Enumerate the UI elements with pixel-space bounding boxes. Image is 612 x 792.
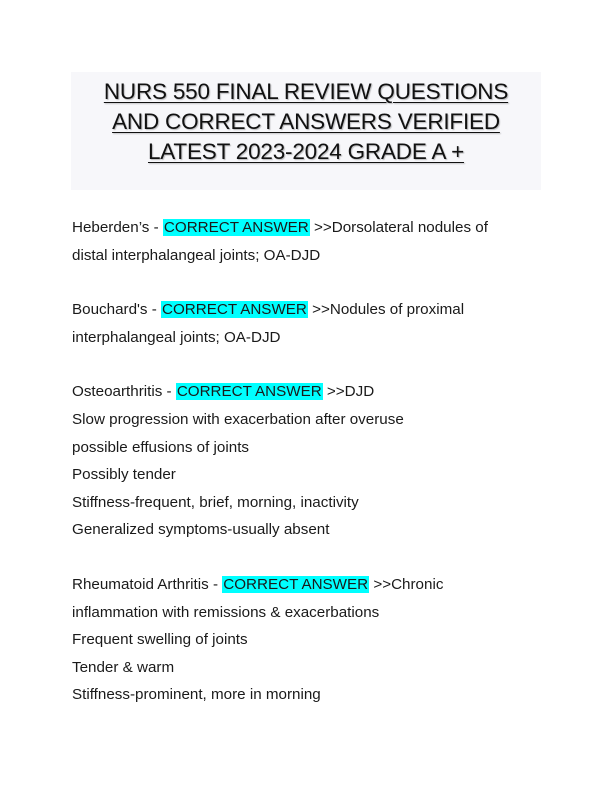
qa-answer-line: possible effusions of joints bbox=[72, 438, 250, 456]
title-box bbox=[71, 72, 541, 190]
qa-answer-line: Frequent swelling of joints bbox=[72, 631, 248, 649]
qa-entry-heberdens bbox=[72, 214, 542, 269]
qa-answer-line: Stiffness-frequent, brief, morning, inactivity bbox=[72, 493, 359, 511]
qa-entry-bouchards bbox=[72, 296, 542, 351]
qa-answer-start: >>DJD bbox=[326, 383, 375, 401]
qa-answer-line: Stiffness-prominent, more in morning bbox=[72, 686, 321, 704]
qa-term: Bouchard's - bbox=[72, 301, 162, 319]
qa-list bbox=[72, 214, 542, 736]
qa-first-line bbox=[72, 214, 542, 242]
qa-answer-line: distal interphalangeal joints; OA-DJD bbox=[72, 246, 321, 264]
qa-first-line bbox=[72, 296, 542, 324]
qa-term: Rheumatoid Arthritis - bbox=[72, 575, 223, 593]
qa-answer-line: Slow progression with exacerbation after overuse bbox=[72, 410, 404, 428]
qa-first-line bbox=[72, 378, 542, 406]
qa-answer-start: >>Dorsolateral nodules of bbox=[314, 219, 488, 236]
title-line-1: NURS 550 FINAL REVIEW QUESTIONS bbox=[103, 79, 509, 104]
qa-answer-line: inflammation with remissions & exacerbations bbox=[72, 603, 380, 621]
correct-answer-badge: CORRECT ANSWER bbox=[162, 301, 307, 319]
title-line-2: AND CORRECT ANSWERS VERIFIED bbox=[112, 109, 500, 134]
qa-term: Osteoarthritis - bbox=[72, 383, 176, 401]
qa-term: Heberden’s - bbox=[72, 219, 163, 236]
qa-answer-line: Possibly tender bbox=[72, 466, 176, 484]
correct-answer-badge: CORRECT ANSWER bbox=[163, 219, 309, 236]
qa-entry-osteoarthritis bbox=[72, 378, 542, 544]
qa-answer-start: >>Chronic bbox=[373, 575, 444, 593]
qa-answer-start: >>Nodules of proximal bbox=[312, 301, 465, 319]
title-line-3: LATEST 2023-2024 GRADE A + bbox=[147, 139, 465, 164]
qa-first-line bbox=[72, 571, 542, 599]
qa-entry-rheumatoid-arthritis bbox=[72, 571, 542, 709]
qa-answer-line: interphalangeal joints; OA-DJD bbox=[72, 328, 281, 346]
qa-answer-line: Generalized symptoms-usually absent bbox=[72, 521, 330, 539]
correct-answer-badge: CORRECT ANSWER bbox=[176, 383, 322, 401]
qa-answer-line: Tender & warm bbox=[72, 658, 175, 676]
correct-answer-badge: CORRECT ANSWER bbox=[223, 575, 369, 593]
